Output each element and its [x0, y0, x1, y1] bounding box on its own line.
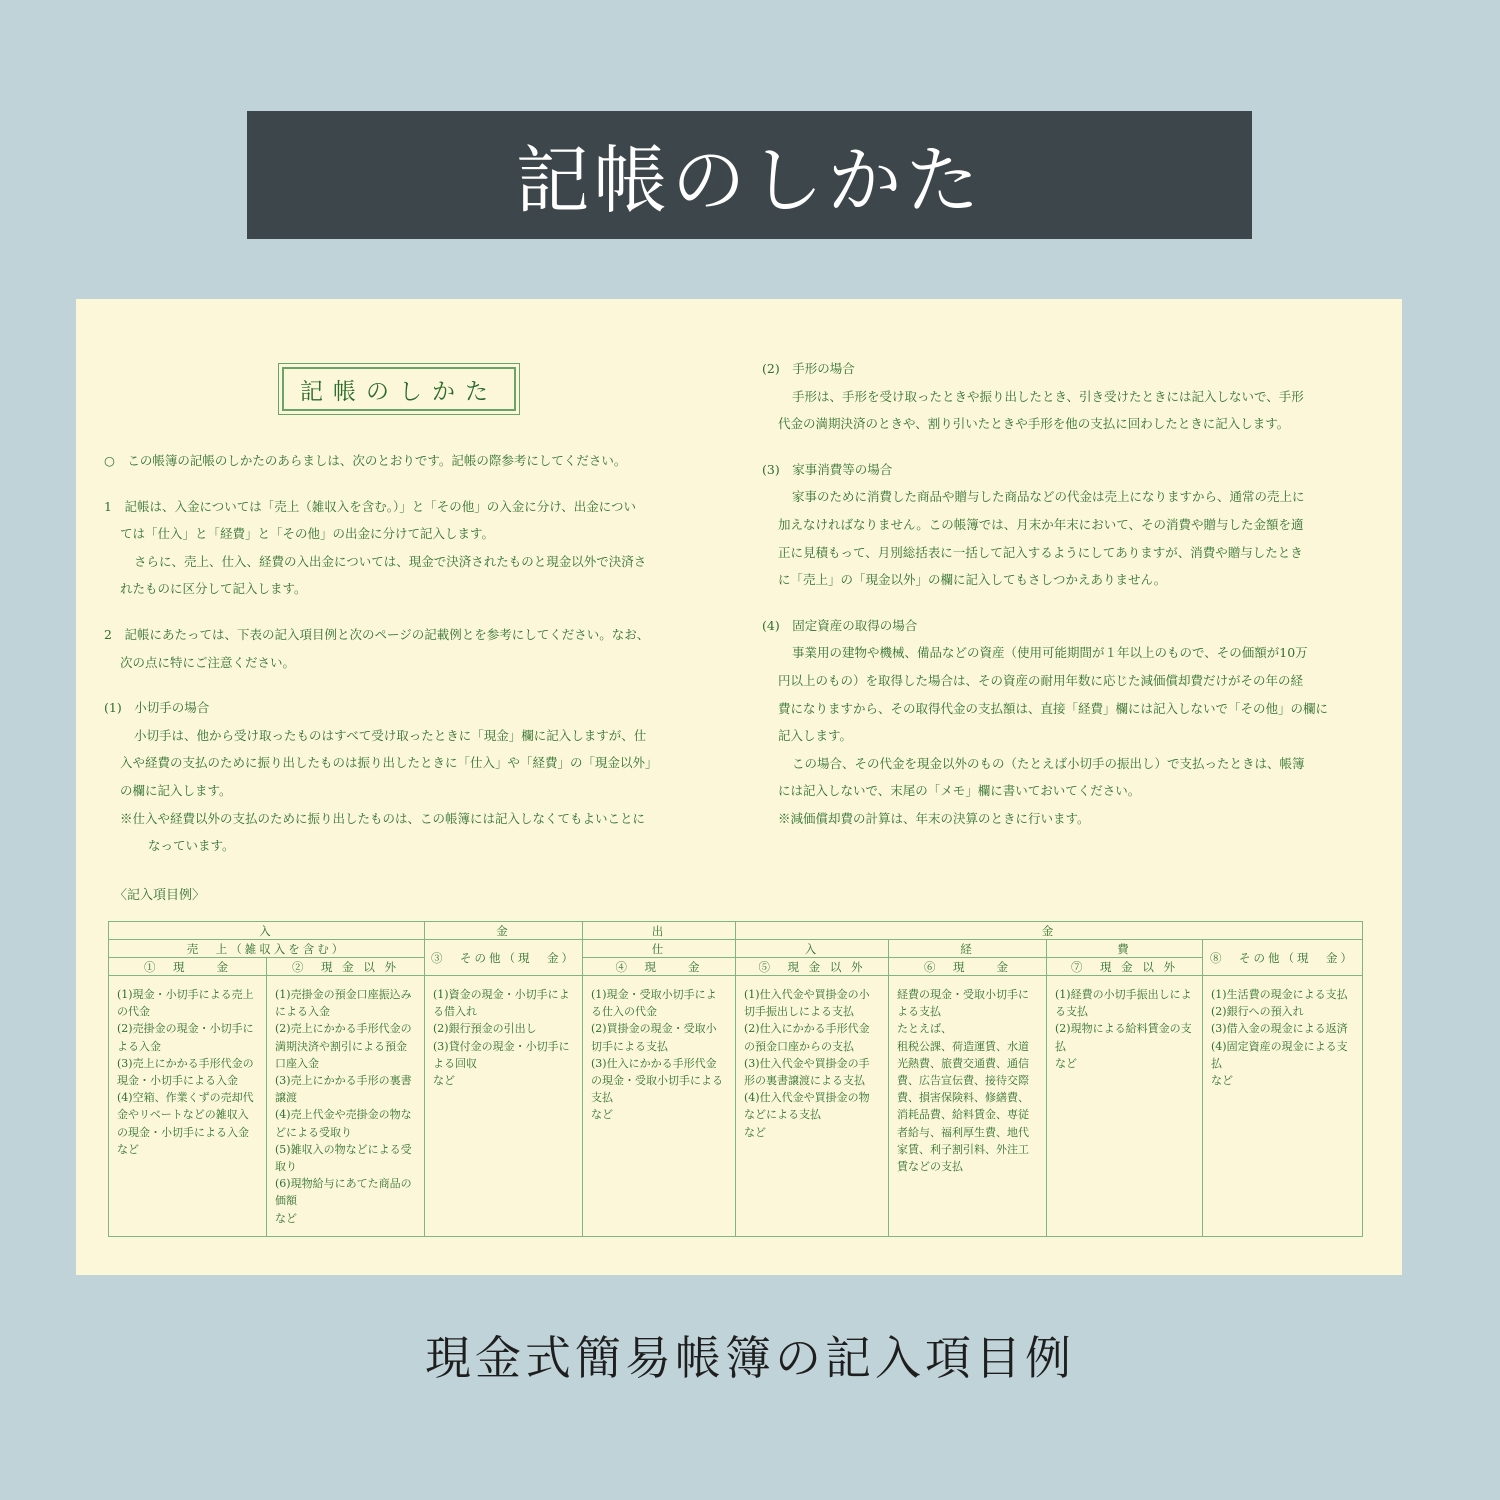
- asset-line: この場合、その代金を現金以外のもの（たとえば小切手の振出し）で支払ったときは、帳簿: [792, 755, 1305, 771]
- header-cell: ⑥ 現 金: [889, 958, 1047, 976]
- cell-line: (2)買掛金の現金・受取小切手による支払: [591, 1022, 717, 1053]
- table-header-row: [109, 940, 1363, 958]
- cell-line: (2)銀行への預入れ: [1211, 1005, 1304, 1019]
- table-row: [109, 976, 1363, 1237]
- cell-line: (4)固定資産の現金による支払: [1211, 1039, 1348, 1070]
- household-line: に「売上」の「現金以外」の欄に記入してもさしつかえありません。: [778, 572, 1167, 588]
- table-cell: [1047, 976, 1203, 1237]
- sheet-title: 記帳のしかた: [282, 367, 516, 411]
- cell-line: たとえば、: [897, 1022, 952, 1036]
- header-cell: 入: [109, 922, 425, 940]
- ledger-sheet: [76, 299, 1402, 1275]
- example-label: 〈記入項目例〉: [114, 888, 206, 903]
- asset-heading: (4) 固定資産の取得の場合: [762, 617, 918, 633]
- cell-line: (5)雑収入の物などによる受取り: [275, 1142, 412, 1174]
- table-cell: [736, 976, 889, 1237]
- header-cell: 売 上（雑収入を含む）: [109, 940, 425, 958]
- header-cell: 費: [1047, 940, 1203, 958]
- check-line: の欄に記入します。: [120, 782, 232, 798]
- cell-line: (1)生活費の現金による支払: [1211, 988, 1348, 1001]
- header-cell: 出: [583, 922, 736, 940]
- asset-line: 費になりますから、その取得代金の支払額は、直接「経費」欄には記入しないで「その他」の欄に: [778, 700, 1329, 716]
- cell-line: 経費の現金・受取小切手による支払: [897, 988, 1029, 1019]
- asset-note: ※減価償却費の計算は、年末の決算のときに行います。: [778, 810, 1090, 826]
- cell-line: (3)売上にかかる手形の裏書譲渡: [275, 1074, 412, 1105]
- right-column: [762, 355, 1362, 833]
- item1-line: 1 記帳は、入金については「売上（雑収入を含む。）」と「その他」の入金に分け、出金につい: [104, 498, 636, 514]
- bill-heading: (2) 手形の場合: [762, 361, 855, 376]
- asset-line: には記入しないで、末尾の「メモ」欄に書いておいてください。: [778, 783, 1141, 799]
- cell-line: (6)現物給与にあてた商品の価額: [275, 1177, 412, 1208]
- cell-line: (2)銀行預金の引出し: [433, 1022, 537, 1036]
- asset-line: 事業用の建物や機械、備品などの資産（使用可能期間が１年以上のもので、その価額が10万: [792, 645, 1308, 661]
- cell-line: (3)借入金の現金による返済: [1211, 1022, 1348, 1036]
- header-cell: 入: [736, 940, 889, 958]
- cell-line: (1)現金・小切手による売上の代金: [117, 988, 254, 1019]
- household-line: 正に見積もって、月別総括表に一括して記入するようにしてありますが、消費や贈与したとき: [778, 544, 1303, 560]
- cell-line: 租税公課、荷造運賃、水道光熱費、旅費交通費、通信費、広告宣伝費、接待交際費、損害保険料、修繕費、消耗品費、給料賃金、専従者給与、福利厚生費、地代家賃、利子割引料、外注工賃などの支払: [897, 1039, 1029, 1174]
- table-header-row: [109, 922, 1363, 940]
- header-cell: ① 現 金: [109, 958, 267, 976]
- header-cell: ② 現 金 以 外: [267, 958, 425, 976]
- cell-line: (2)仕入にかかる手形代金の預金口座からの支払: [744, 1022, 870, 1053]
- cell-line: (2)売上にかかる手形代金の満期決済や割引による預金口座入金: [275, 1022, 412, 1070]
- cell-line: (1)現金・受取小切手による仕入の代金: [591, 988, 717, 1019]
- header-cell: ③ その他（現 金）: [425, 940, 583, 976]
- household-line: 家事のために消費した商品や贈与した商品などの代金は売上になりますから、通常の売上に: [792, 489, 1305, 505]
- header-cell: ⑤ 現 金 以 外: [736, 958, 889, 976]
- bill-line: 代金の満期決済のときや、割り引いたときや手形を他の支払に回わしたときに記入します。: [778, 416, 1290, 432]
- table-cell: [889, 976, 1047, 1237]
- header-cell: ④ 現 金: [583, 958, 736, 976]
- household-line: 加えなければなりません。この帳簿では、月末か年末において、その消費や贈与した金額を適: [778, 516, 1304, 532]
- header-cell: ⑧ その他（現 金）: [1203, 940, 1363, 976]
- cell-line: (3)仕入にかかる手形代金の現金・受取小切手による支払: [591, 1056, 723, 1105]
- header-cell: 仕: [583, 940, 736, 958]
- cell-line: など: [1211, 1074, 1233, 1088]
- check-line: 入や経費の支払のために振り出したものは振り出したときに「仕入」や「経費」の「現金以外」: [120, 755, 658, 771]
- cell-line: (3)売上にかかる手形代金の現金・小切手による入金: [117, 1056, 254, 1088]
- header-banner: [247, 111, 1252, 239]
- table-cell: [1203, 976, 1363, 1237]
- table-cell: [425, 976, 583, 1237]
- cell-line: (3)仕入代金や買掛金の手形の裏書譲渡による支払: [744, 1056, 870, 1088]
- check-heading: (1) 小切手の場合: [104, 700, 210, 716]
- table-cell: [583, 976, 736, 1237]
- cell-line: (1)仕入代金や買掛金の小切手振出しによる支払: [744, 988, 870, 1019]
- item1-line: れたものに区分して記入します。: [120, 581, 307, 597]
- household-heading: (3) 家事消費等の場合: [762, 461, 893, 477]
- cell-line: (4)売上代金や売掛金の物などによる受取り: [275, 1108, 412, 1139]
- cell-line: など: [433, 1074, 455, 1088]
- cell-line: (1)資金の現金・小切手による借入れ: [433, 988, 570, 1019]
- table-header-row: [109, 958, 1363, 976]
- cell-line: (2)売掛金の現金・小切手による入金: [117, 1022, 254, 1053]
- cell-line: など: [591, 1108, 613, 1122]
- cell-line: (2)現物による給料賃金の支払: [1055, 1022, 1192, 1053]
- cell-line: (1)経費の小切手振出しによる支払: [1055, 988, 1192, 1019]
- header-cell: 金: [425, 922, 583, 940]
- asset-line: 円以上のもの）を取得した場合は、その資産の耐用年数に応じた減価償却費だけがその年の経: [778, 672, 1304, 688]
- item2-line: 2 記帳にあたっては、下表の記入項目例と次のページの記載例とを参考にしてください。なお、: [104, 626, 650, 642]
- cell-line: など: [275, 1211, 297, 1225]
- header-cell: 経: [889, 940, 1047, 958]
- check-line: 小切手は、他から受け取ったものはすべて受け取ったときに「現金」欄に記入しますが、仕: [134, 727, 647, 743]
- table-cell: [267, 976, 425, 1237]
- check-note: なっています。: [148, 838, 235, 854]
- item1-line: ては「仕入」と「経費」と「その他」の出金に分けて記入します。: [120, 526, 495, 542]
- cell-line: (1)売掛金の預金口座振込みによる入金: [275, 988, 412, 1019]
- cell-line: (4)空箱、作業くずの売却代金やリベートなどの雑収入の現金・小切手による入金: [117, 1091, 254, 1139]
- bill-line: 手形は、手形を受け取ったときや振り出したとき、引き受けたときには記入しないで、手形: [792, 388, 1304, 404]
- item2-line: 次の点に特にご注意ください。: [120, 654, 296, 670]
- cell-line: (4)仕入代金や買掛金の物などによる支払: [744, 1091, 870, 1122]
- cell-line: など: [744, 1125, 766, 1139]
- intro-line: ○ この帳簿の記帳のしかたのあらましは、次のとおりです。記帳の際参考にしてください。: [104, 453, 627, 468]
- cell-line: など: [1055, 1056, 1077, 1070]
- header-cell: ⑦ 現 金 以 外: [1047, 958, 1203, 976]
- asset-line: 記入します。: [778, 728, 853, 744]
- banner-title: 記帳のしかた: [515, 138, 984, 224]
- header-cell: 金: [736, 922, 1363, 940]
- table-cell: [109, 976, 267, 1237]
- left-column: [104, 447, 724, 860]
- check-note: ※仕入や経費以外の支払のために振り出したものは、この帳簿には記入しなくてもよいことに: [120, 810, 646, 826]
- caption: 現金式簡易帳簿の記入項目例: [425, 1331, 1075, 1385]
- entry-examples-table: [108, 921, 1363, 1237]
- cell-line: (3)貸付金の現金・小切手による回収: [433, 1039, 570, 1070]
- cell-line: など: [117, 1142, 139, 1156]
- item1-line: さらに、売上、仕入、経費の入出金については、現金で決済されたものと現金以外で決済さ: [134, 553, 647, 569]
